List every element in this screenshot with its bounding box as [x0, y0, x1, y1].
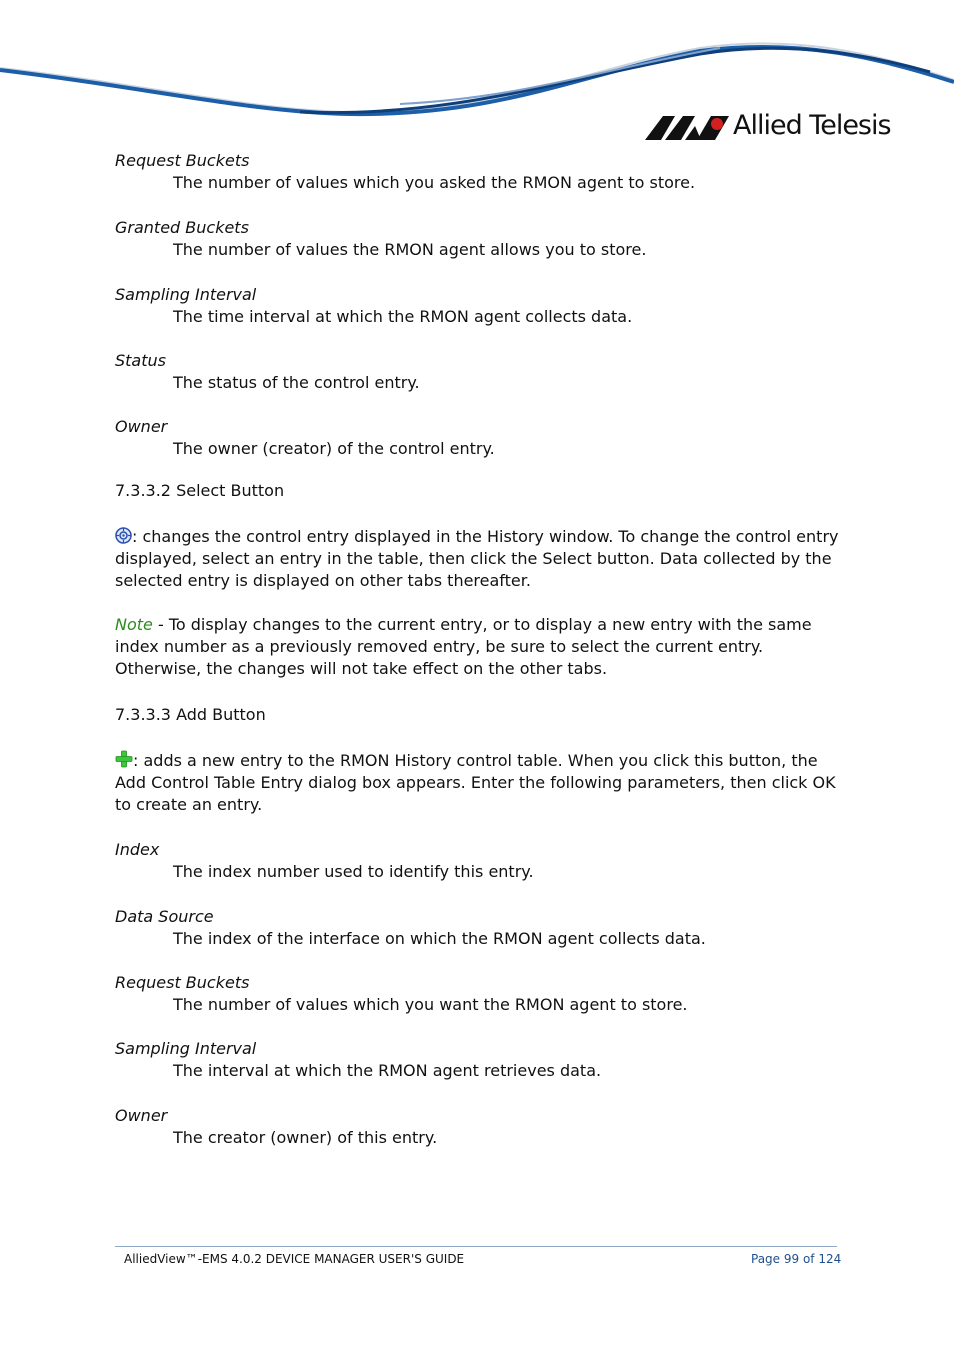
term-definition: The index number used to identify this entry.	[173, 862, 534, 881]
select-target-icon	[115, 527, 132, 544]
page-content	[115, 150, 840, 1149]
select-button-text: : changes the control entry displayed in the History window. To change the control entry displayed, select an entry in the table, then click the Select button. Data collected by the selected entry is displayed on other tabs thereafter.	[115, 527, 839, 590]
definition-entry	[115, 972, 840, 1016]
add-button-text: : adds a new entry to the RMON History control table. When you click this button, the Add Control Table Entry dialog box appears. Enter the following parameters, then click OK to create an entry.	[115, 751, 836, 814]
term-definition: The owner (creator) of the control entry.	[173, 439, 495, 458]
logo-text: Allied Telesis	[733, 110, 891, 141]
term-label: Sampling Interval	[115, 1039, 257, 1058]
definition-entry	[115, 350, 840, 394]
term-definition: The number of values which you asked the RMON agent to store.	[173, 173, 696, 192]
term-label: Request Buckets	[115, 973, 250, 992]
term-definition: The index of the interface on which the RMON agent collects data.	[173, 929, 706, 948]
footer-divider	[115, 1246, 837, 1247]
term-label: Index	[115, 840, 160, 859]
definition-entry	[115, 839, 840, 883]
term-definition: The number of values which you want the RMON agent to store.	[173, 995, 688, 1014]
term-label: Sampling Interval	[115, 285, 257, 304]
footer-document-title: AlliedView™-EMS 4.0.2 DEVICE MANAGER USER'S GUIDE	[124, 1252, 465, 1266]
green-plus-icon	[115, 750, 133, 768]
definition-entry	[115, 150, 840, 194]
allied-telesis-logo-mark	[645, 114, 729, 142]
term-label: Owner	[115, 1106, 168, 1125]
definition-entry	[115, 284, 840, 328]
term-label: Granted Buckets	[115, 218, 249, 237]
note-label: Note	[115, 615, 153, 634]
term-label: Data Source	[115, 907, 214, 926]
section-heading-select-button: 7.3.3.2 Select Button	[115, 481, 285, 500]
term-label: Owner	[115, 417, 168, 436]
term-definition: The creator (owner) of this entry.	[173, 1128, 438, 1147]
allied-telesis-logo	[645, 110, 905, 146]
note-text: - To display changes to the current entry, or to display a new entry with the same index number as a previously removed entry, be sure to select the current entry. Otherwise, the changes will not take effect on the other tabs.	[115, 615, 812, 678]
term-definition: The status of the control entry.	[173, 373, 420, 392]
add-button-description	[115, 750, 840, 816]
term-definition: The interval at which the RMON agent retrieves data.	[173, 1061, 602, 1080]
term-definition: The number of values the RMON agent allows you to store.	[173, 240, 647, 259]
term-definition: The time interval at which the RMON agent collects data.	[173, 307, 633, 326]
term-label: Status	[115, 351, 166, 370]
term-label: Request Buckets	[115, 151, 250, 170]
definition-entry	[115, 1105, 840, 1149]
definition-entry	[115, 416, 840, 460]
section-heading-add-button: 7.3.3.3 Add Button	[115, 705, 266, 724]
note-paragraph	[115, 614, 840, 680]
select-button-description	[115, 526, 840, 592]
definition-entry	[115, 1038, 840, 1082]
footer-page-number: Page 99 of 124	[751, 1252, 842, 1266]
definition-entry	[115, 217, 840, 261]
definition-entry	[115, 906, 840, 950]
